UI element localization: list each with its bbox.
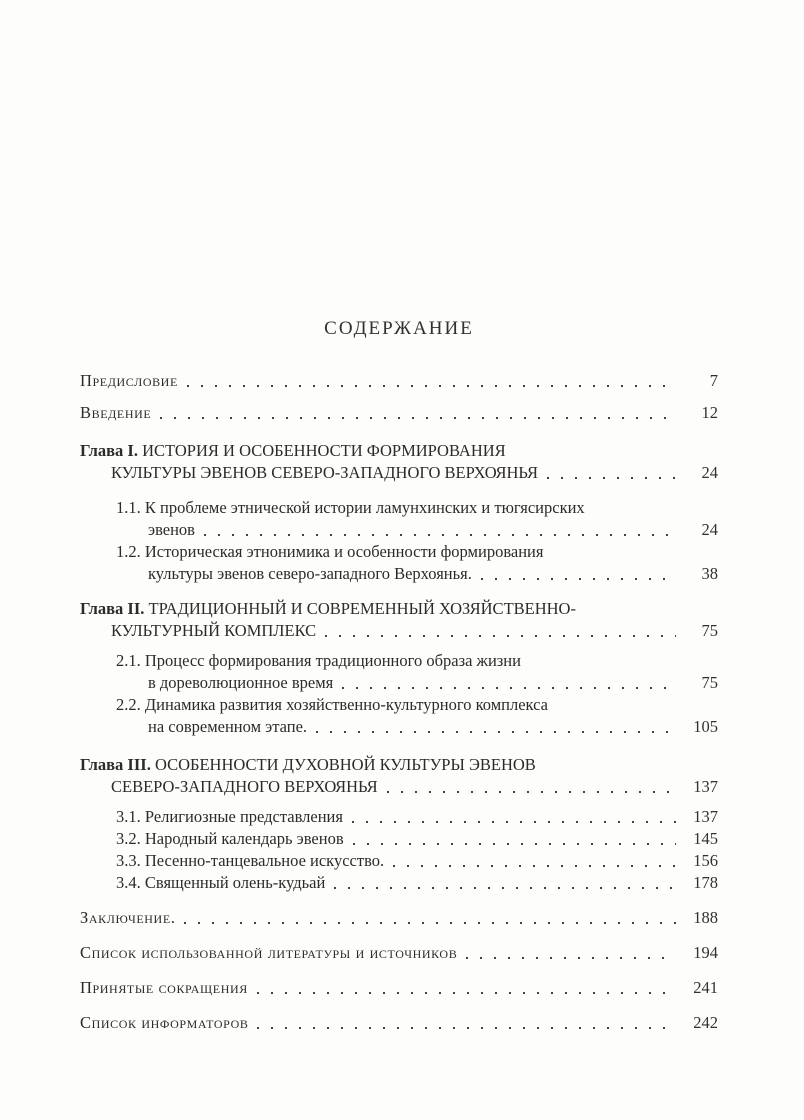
toc-row xyxy=(80,370,718,392)
dot-leader xyxy=(334,872,676,894)
dot-leader xyxy=(187,370,676,392)
dot-leader xyxy=(204,519,676,541)
toc-entry-label: в дореволюционное время xyxy=(148,673,334,692)
dot-leader xyxy=(184,907,676,929)
toc-page-number: 137 xyxy=(693,807,718,826)
toc-chapter-prefix: Глава I. xyxy=(80,441,143,460)
toc-entry-label: культуры эвенов северо-западного Верхоянья. xyxy=(148,564,472,583)
toc-page-number: 137 xyxy=(693,777,718,796)
toc-page-number: 188 xyxy=(693,908,718,927)
toc-entry-label: Предисловие xyxy=(80,371,178,390)
toc-page-number: 156 xyxy=(693,851,718,870)
toc-entry-label: 3.4. Священный олень-кудьай xyxy=(116,873,326,892)
toc-page-number: 7 xyxy=(709,371,718,390)
toc-page-number: 241 xyxy=(693,978,718,997)
toc-row xyxy=(111,620,718,642)
dot-leader xyxy=(160,402,676,424)
toc-row xyxy=(116,541,718,563)
toc-page-number: 24 xyxy=(701,463,718,482)
toc-entry-label: 3.3. Песенно-танцевальное искусство. xyxy=(116,851,385,870)
dot-leader xyxy=(387,776,676,798)
toc-row xyxy=(80,1012,718,1034)
toc-entry-label: 1.1. К проблеме этнической истории ламунхинских и тюгясирских xyxy=(116,498,585,517)
toc-entry-label: эвенов xyxy=(148,520,195,539)
dot-leader xyxy=(325,620,676,642)
toc-row xyxy=(116,694,718,716)
toc-row xyxy=(148,563,718,585)
toc-chapter-prefix: Глава II. xyxy=(80,599,149,618)
dot-leader xyxy=(257,1012,676,1034)
toc-entry-label: на современном этапе. xyxy=(148,717,308,736)
toc-row xyxy=(116,828,718,850)
toc-row xyxy=(80,754,718,776)
table-of-contents xyxy=(80,370,718,1034)
dot-leader xyxy=(466,942,676,964)
dot-leader xyxy=(547,462,676,484)
toc-row xyxy=(148,716,718,738)
dot-leader xyxy=(342,672,676,694)
toc-entry-label: Принятые сокращения xyxy=(80,978,248,997)
toc-entry-label: КУЛЬТУРНЫЙ КОМПЛЕКС xyxy=(111,621,317,640)
toc-row xyxy=(80,440,718,462)
toc-row xyxy=(80,598,718,620)
toc-row xyxy=(111,776,718,798)
toc-entry-label: 2.2. Динамика развития хозяйственно-культурного комплекса xyxy=(116,695,548,714)
toc-page-number: 105 xyxy=(693,717,718,736)
toc-row xyxy=(148,519,718,541)
page-title: СОДЕРЖАНИЕ xyxy=(324,318,474,339)
toc-row xyxy=(80,402,718,424)
toc-chapter-prefix: Глава III. xyxy=(80,755,155,774)
toc-page-number: 75 xyxy=(701,621,718,640)
dot-leader xyxy=(316,716,676,738)
dot-leader xyxy=(257,977,676,999)
toc-row xyxy=(111,462,718,484)
toc-page-number: 75 xyxy=(701,673,718,692)
dot-leader xyxy=(481,563,676,585)
toc-page-number: 178 xyxy=(693,873,718,892)
toc-row xyxy=(116,872,718,894)
toc-row xyxy=(80,977,718,999)
toc-row xyxy=(116,497,718,519)
toc-page-number: 145 xyxy=(693,829,718,848)
toc-entry-label: 2.1. Процесс формирования традиционного образа жизни xyxy=(116,651,521,670)
toc-row xyxy=(80,942,718,964)
dot-leader xyxy=(393,850,676,872)
toc-entry-label: КУЛЬТУРЫ ЭВЕНОВ СЕВЕРО-ЗАПАДНОГО ВЕРХОЯНЬЯ xyxy=(111,463,538,482)
toc-entry-label: 1.2. Историческая этнонимика и особенности формирования xyxy=(116,542,544,561)
toc-page-number: 194 xyxy=(693,943,718,962)
toc-entry-label: Список использованной литературы и источников xyxy=(80,943,458,962)
toc-row xyxy=(116,806,718,828)
toc-entry-label: ТРАДИЦИОННЫЙ И СОВРЕМЕННЫЙ ХОЗЯЙСТВЕННО- xyxy=(148,599,576,618)
toc-page-number: 12 xyxy=(701,403,718,422)
toc-row xyxy=(116,850,718,872)
toc-row xyxy=(80,907,718,929)
toc-entry-label: Список информаторов xyxy=(80,1013,249,1032)
toc-page-number: 242 xyxy=(693,1013,718,1032)
toc-page-number: 38 xyxy=(701,564,718,583)
toc-entry-label: ОСОБЕННОСТИ ДУХОВНОЙ КУЛЬТУРЫ ЭВЕНОВ xyxy=(154,755,536,774)
toc-row xyxy=(148,672,718,694)
toc-entry-label: ИСТОРИЯ И ОСОБЕННОСТИ ФОРМИРОВАНИЯ xyxy=(142,441,506,460)
toc-entry-label: Заключение. xyxy=(80,908,176,927)
toc-row xyxy=(116,650,718,672)
toc-page-number: 24 xyxy=(701,520,718,539)
dot-leader xyxy=(353,828,676,850)
toc-entry-label: 3.1. Религиозные представления xyxy=(116,807,343,826)
toc-entry-label: 3.2. Народный календарь эвенов xyxy=(116,829,344,848)
toc-entry-label: СЕВЕРО-ЗАПАДНОГО ВЕРХОЯНЬЯ xyxy=(111,777,378,796)
toc-entry-label: Введение xyxy=(80,403,152,422)
dot-leader xyxy=(352,806,676,828)
